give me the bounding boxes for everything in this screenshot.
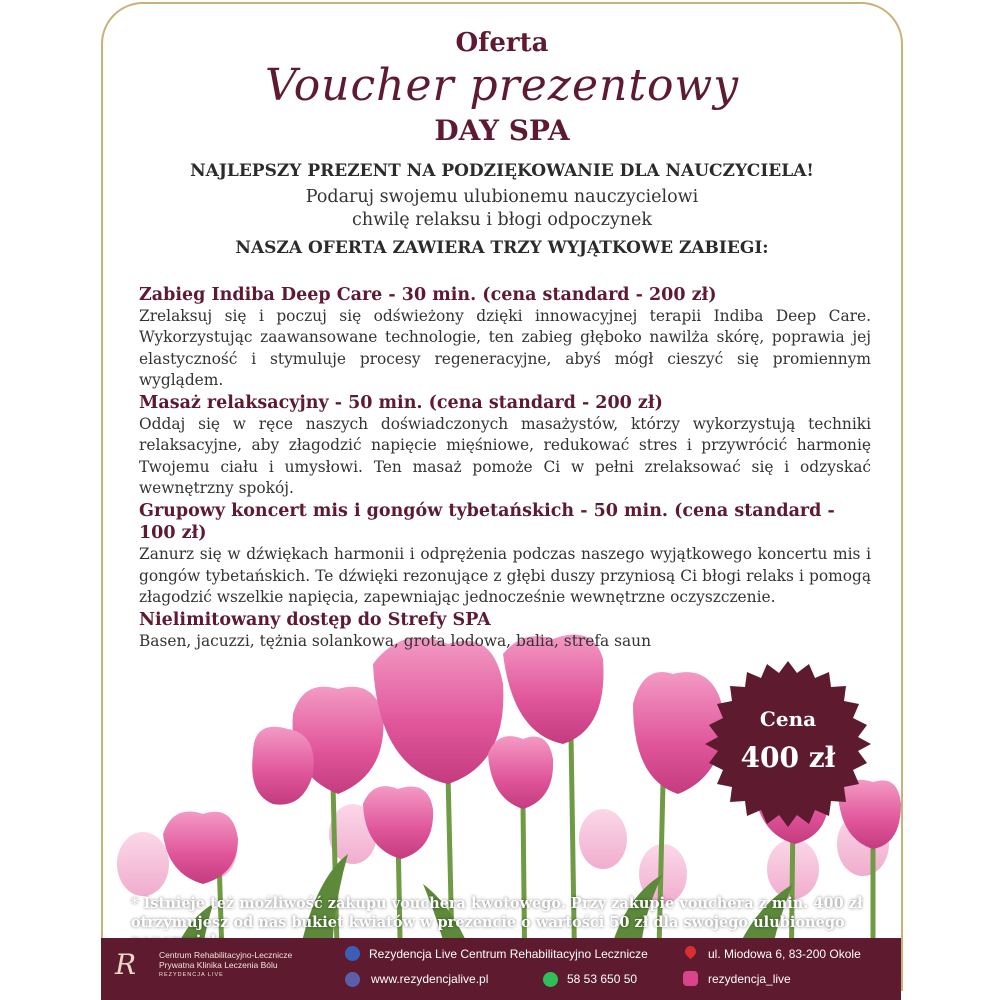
voucher-card	[101, 2, 903, 991]
treatment-title: Masaż relaksacyjny - 50 min. (cena standard - 200 zł)	[139, 393, 663, 414]
logo-line: Prywatna Klinika Leczenia Bólu	[159, 960, 278, 970]
treatment-item	[139, 284, 871, 391]
price-value: 400 zł	[740, 741, 836, 774]
instagram-link[interactable]: rezydencja_live	[708, 972, 791, 986]
location-pin-icon	[683, 944, 699, 960]
treatment-title: Grupowy koncert mis i gongów tybetańskich - 50 min. (cena standard - 100 zł)	[139, 501, 835, 544]
price-label: Cena	[759, 707, 817, 731]
globe-icon	[345, 972, 360, 987]
facebook-icon	[345, 946, 360, 961]
logo-text	[159, 950, 292, 980]
treatment-item	[139, 609, 871, 652]
phone-icon	[543, 972, 558, 987]
day-spa-title: DAY SPA	[434, 114, 570, 147]
offer-label: Oferta	[455, 28, 549, 58]
treatment-title: Nielimitowany dostęp do Strefy SPA	[139, 610, 491, 631]
instagram-icon	[683, 971, 698, 986]
treatment-item	[139, 500, 871, 608]
phone-link[interactable]: 58 53 650 50	[567, 972, 638, 986]
treatment-list	[139, 284, 871, 654]
voucher-title: Voucher prezentowy	[264, 60, 740, 111]
treatment-description: Zanurz się w dźwiękach harmonii i odprężenia podczas naszego wyjątkowego koncertu mis i gongów tybetańskich. Te dźwięki rezonujące z głębi duszy przyniosą Ci błogi relaks i pomogą złagodzić wszelkie napięcia, zapewniając jednocześnie wewnętrzne oczyszczenie.	[139, 545, 871, 606]
headline: NAJLEPSZY PREZENT NA PODZIĘKOWANIE DLA NAUCZYCIELA!	[190, 161, 814, 181]
logo-line: Centrum Rehabilitacyjno-Lecznicze	[159, 950, 293, 960]
website-link[interactable]: www.rezydencjalive.pl	[371, 972, 489, 986]
treatment-title: Zabieg Indiba Deep Care - 30 min. (cena standard - 200 zł)	[139, 285, 717, 305]
treatment-description: Zrelaksuj się i poczuj się odświeżony dzięki innowacyjnej terapii Indiba Deep Care. Wykorzystując zaawansowane technologie, ten zabieg głęboko nawilża skórę, poprawia jej elastyczność i stymuluje procesy regeneracyjne, abyś mógł cieszyć się promiennym wyglądem.	[139, 307, 871, 389]
intro-line: Podaruj swojemu ulubionemu nauczycielowi	[305, 187, 699, 207]
intro-line: chwilę relaksu i błogi odpoczynek	[352, 210, 652, 230]
address-text: ul. Miodowa 6, 83-200 Okole	[708, 947, 861, 961]
treatment-description: Basen, jacuzzi, tężnia solankowa, grota lodowa, balia, strefa saun	[139, 632, 652, 651]
footnote: * Istnieje też możliwość zakupu vouchera kwotowego. Przy zakupie vouchera z min. 400 zł otrzymujesz od nas bukiet kwiatów w prezencie o wartości 50 zł dla swojego ulubionego	[131, 895, 863, 931]
offer-heading: NASZA OFERTA ZAWIERA TRZY WYJĄTKOWE ZABIEGI:	[235, 238, 769, 258]
logo-line: REZYDENCJA LIVE	[159, 972, 224, 978]
price-badge	[703, 659, 873, 829]
treatment-description: Oddaj się w ręce naszych doświadczonych masażystów, którzy wykorzystują techniki relaksacyjne, aby złagodzić napięcie mięśniowe, redukować stres i przywrócić harmonię Twojemu ciału i umysłowi. Ten masaż pomoże Ci w pełni zrelaksować się i odzyskać wewnętrzny spokój.	[139, 415, 871, 498]
intro-text	[103, 186, 901, 232]
footer-bar	[101, 938, 901, 1000]
facebook-link[interactable]: Rezydencja Live Centrum Rehabilitacyjno Lecznicze	[369, 947, 648, 961]
treatment-item	[139, 392, 871, 499]
logo-icon: R	[115, 948, 137, 981]
